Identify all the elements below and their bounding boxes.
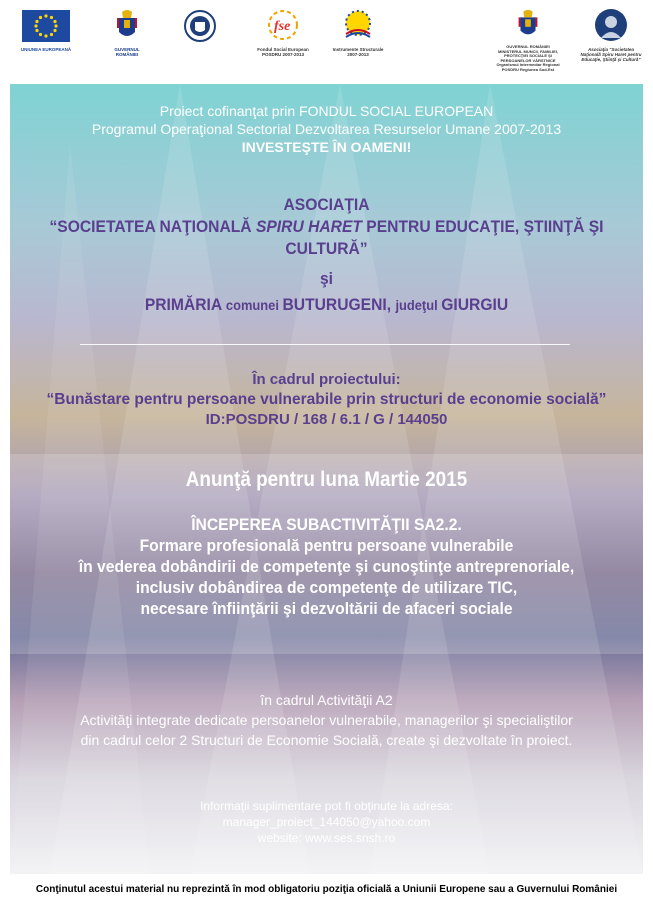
org-and: şi bbox=[319, 269, 334, 288]
logo-caption: GUVERNUL ROMÂNIEI bbox=[114, 47, 140, 57]
logo-caption: Asociaţia "Societatea Naţională Spiru Haret pentru Educaţie, Ştiinţă şi Cultură" bbox=[580, 47, 642, 62]
svg-text:fse: fse bbox=[274, 19, 291, 34]
contact-intro: Informaţii suplimentare pot fi obţinute la adresa: bbox=[200, 799, 453, 813]
announce-line: Formare profesională pentru persoane vulnerabile bbox=[139, 536, 514, 555]
cofinancing-header bbox=[10, 102, 643, 156]
contact-email[interactable]: manager_proiect_144050@yahoo.com bbox=[222, 815, 431, 829]
project-id: ID:POSDRU / 168 / 6.1 / G / 144050 bbox=[205, 411, 448, 428]
separator-line bbox=[80, 344, 570, 345]
ministry-coat-of-arms-logo bbox=[494, 8, 562, 73]
header-line-1: Proiect cofinanţat prin FONDUL SOCIAL EUROPEAN bbox=[159, 103, 494, 119]
primaria-part: PRIMĂRIA bbox=[144, 295, 226, 314]
organization-block bbox=[35, 194, 617, 316]
org-name-italic: SPIRU HARET bbox=[255, 217, 362, 236]
announce-heading: Anunţă pentru luna Martie 2015 bbox=[185, 468, 468, 491]
primaria-part: GIURGIU bbox=[441, 295, 509, 314]
logo-caption: Instrumente Structurale 2007-2013 bbox=[332, 47, 384, 57]
activity-line: Activităţi integrate dedicate persoanelor vulnerabile, managerilor şi specialiştilor bbox=[80, 712, 573, 728]
logo-caption: Fondul Social European POSDRU 2007-2013 bbox=[257, 47, 309, 57]
romania-coat-of-arms-logo bbox=[103, 8, 151, 57]
contact-block bbox=[10, 798, 643, 846]
project-intro: În cadrul proiectului: bbox=[252, 371, 401, 388]
round-seal-logo bbox=[180, 10, 220, 47]
announce-line: în vederea dobândirii de competenţe şi cunoştinţe antreprenoriale, bbox=[78, 557, 575, 576]
activity-block bbox=[10, 690, 643, 750]
announce-block bbox=[35, 514, 617, 619]
header-line-2: Programul Operaţional Sectorial Dezvoltarea Resurselor Umane 2007-2013 bbox=[91, 121, 562, 137]
org-name-part: PENTRU EDUCAŢIE, ŞTIINŢĂ ŞI CULTURĂ” bbox=[285, 217, 604, 258]
logo-strip bbox=[0, 0, 653, 82]
fse-logo bbox=[252, 8, 314, 57]
primaria-part: comunei bbox=[225, 297, 283, 313]
primaria-line bbox=[35, 294, 617, 316]
activity-intro: în cadrul Activităţii A2 bbox=[260, 692, 393, 708]
project-block bbox=[10, 370, 643, 430]
announce-line: necesare înfiinţării şi dezvoltării de afaceri sociale bbox=[140, 599, 513, 618]
contact-website[interactable]: website: www.ses.snsh.ro bbox=[257, 831, 396, 845]
org-name bbox=[35, 216, 617, 260]
primaria-part: BUTURUGENI, bbox=[282, 295, 396, 314]
announce-line: inclusiv dobândirea de competenţe de utilizare TIC, bbox=[135, 578, 518, 597]
eu-flag-logo bbox=[20, 10, 72, 52]
spiru-haret-portrait-logo bbox=[578, 8, 644, 62]
project-title: “Bunăstare pentru persoane vulnerabile prin structuri de economie socială” bbox=[46, 391, 607, 408]
announce-subactivity: ÎNCEPEREA SUBACTIVITĂŢII SA2.2. bbox=[191, 515, 462, 534]
disclaimer-footer: Conţinutul acestui material nu reprezintă în mod obligatoriu poziţia oficială a Uniunii Europene sau a Guvernului României bbox=[35, 884, 618, 895]
header-slogan: INVESTEŞTE ÎN OAMENI! bbox=[241, 139, 412, 155]
activity-line: din cadrul celor 2 Structuri de Economie Socială, create şi dezvoltate în proiect. bbox=[80, 732, 573, 748]
primaria-part: judeţul bbox=[395, 297, 442, 313]
org-name-part: “SOCIETATEA NAŢIONALĂ bbox=[49, 217, 256, 236]
poster-panel bbox=[10, 84, 643, 874]
logo-caption: UNIUNEA EUROPEANĂ bbox=[20, 47, 72, 52]
org-type: ASOCIAŢIA bbox=[283, 195, 370, 214]
logo-caption: GUVERNUL ROMÂNIEI MINISTERUL MUNCII, FAMILIEI, PROTECŢIEI SOCIALE ŞI PERSOANELOR VÂRSTNICE Organismul Intermediar Regional POSDRU Regiunea Sud-Est bbox=[496, 44, 560, 72]
instrumente-structurale-logo bbox=[330, 8, 386, 57]
